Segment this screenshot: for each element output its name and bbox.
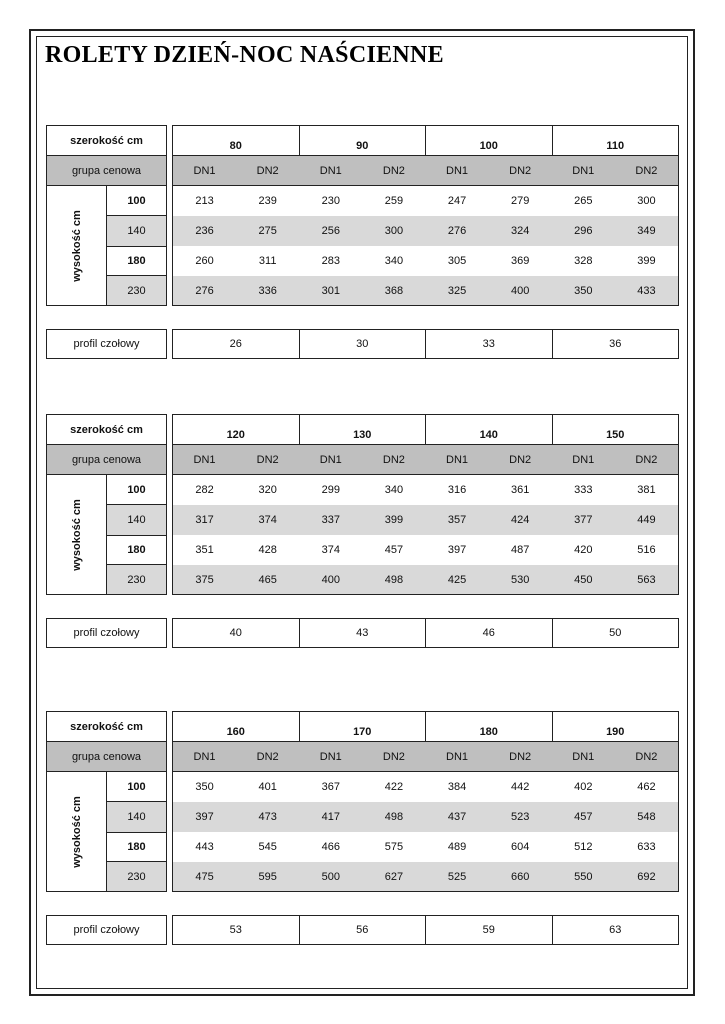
price-cell: 523 (511, 811, 530, 823)
price-cell: 457 (384, 544, 404, 556)
group-dn1: DN1 (319, 164, 342, 177)
price-cell: 265 (574, 195, 593, 207)
price-cell: 375 (195, 573, 214, 586)
group-dn2: DN2 (256, 453, 279, 466)
table-row (173, 216, 678, 246)
table-row (173, 565, 678, 594)
price-cell: 660 (511, 870, 530, 883)
profile-label: profil czołowy (46, 618, 167, 648)
price-cell: 276 (447, 225, 467, 237)
price-block-1 (46, 125, 680, 360)
table-row (173, 505, 678, 535)
price-cell: 498 (384, 573, 404, 586)
width-value: 130 (300, 415, 427, 444)
group-header-row (173, 742, 678, 772)
profile-value: 46 (426, 619, 553, 647)
group-dn1: DN1 (193, 750, 216, 763)
height-value: 180 (107, 832, 166, 862)
price-cell: 442 (511, 781, 530, 793)
height-value: 180 (107, 246, 166, 276)
price-cell: 604 (511, 841, 530, 853)
price-cell: 575 (384, 841, 404, 853)
group-dn1: DN1 (446, 164, 469, 177)
price-cell: 213 (195, 195, 214, 207)
price-grid (172, 414, 679, 595)
price-cell: 530 (511, 573, 530, 586)
width-value: 170 (300, 712, 427, 741)
price-cell: 384 (447, 781, 467, 793)
price-cell: 239 (258, 195, 277, 207)
group-dn2: DN2 (635, 164, 658, 177)
width-value: 180 (426, 712, 553, 741)
price-cell: 350 (574, 284, 593, 297)
group-dn2: DN2 (382, 164, 405, 177)
price-cell: 316 (447, 484, 467, 496)
height-value: 230 (107, 276, 166, 305)
price-cell: 369 (511, 255, 530, 267)
width-header-row (173, 712, 678, 742)
profile-value: 30 (300, 330, 427, 358)
height-value: 140 (107, 505, 166, 535)
price-group-label: grupa cenowa (47, 445, 166, 475)
group-dn1: DN1 (446, 750, 469, 763)
price-cell: 299 (321, 484, 340, 496)
width-value: 160 (173, 712, 300, 741)
height-label-cell (47, 772, 107, 891)
price-cell: 437 (447, 811, 467, 823)
height-label: wysokość cm (70, 498, 83, 571)
height-label: wysokość cm (70, 209, 83, 282)
width-label: szerokość cm (47, 415, 166, 445)
height-value: 180 (107, 535, 166, 565)
price-cell: 340 (384, 484, 404, 496)
price-cell: 276 (195, 284, 214, 297)
price-grid (172, 711, 679, 892)
profile-value: 40 (173, 619, 300, 647)
price-cell: 422 (384, 781, 404, 793)
price-cell: 516 (637, 544, 656, 556)
price-cell: 301 (321, 284, 340, 297)
profile-value: 43 (300, 619, 427, 647)
profile-value: 36 (609, 338, 622, 350)
price-cell: 420 (574, 544, 593, 556)
height-value: 140 (107, 802, 166, 832)
width-value: 140 (426, 415, 553, 444)
price-cell: 397 (195, 811, 214, 823)
price-cell: 377 (574, 514, 593, 526)
width-value: 120 (173, 415, 300, 444)
price-cell: 317 (195, 514, 214, 526)
price-cell: 374 (258, 514, 277, 526)
price-cell: 397 (447, 544, 467, 556)
table-row (173, 802, 678, 832)
height-value: 140 (107, 216, 166, 246)
price-cell: 381 (637, 484, 656, 496)
width-label: szerokość cm (47, 712, 166, 742)
group-dn1: DN1 (193, 164, 216, 177)
profile-label: profil czołowy (46, 329, 167, 359)
price-cell: 282 (195, 484, 214, 496)
price-cell: 500 (321, 870, 340, 883)
height-label-cell (47, 475, 107, 594)
price-cell: 340 (384, 255, 404, 267)
price-cell: 333 (574, 484, 593, 496)
group-dn2: DN2 (256, 164, 279, 177)
price-cell: 443 (195, 841, 214, 853)
group-dn2: DN2 (509, 164, 532, 177)
width-value: 80 (173, 126, 300, 155)
price-cell: 550 (574, 870, 593, 883)
group-dn2: DN2 (256, 750, 279, 763)
price-group-label: grupa cenowa (47, 742, 166, 772)
price-cell: 399 (637, 255, 656, 267)
price-cell: 489 (447, 841, 467, 853)
profile-row (172, 915, 679, 945)
width-label: szerokość cm (47, 126, 166, 156)
price-cell: 247 (447, 195, 467, 207)
price-cell: 633 (637, 841, 656, 853)
price-cell: 325 (447, 284, 467, 297)
group-dn2: DN2 (635, 750, 658, 763)
height-value: 100 (107, 475, 166, 505)
price-cell: 256 (321, 225, 340, 237)
width-value: 110 (606, 140, 625, 152)
price-cell: 311 (258, 255, 277, 267)
price-cell: 275 (258, 225, 277, 237)
price-cell: 260 (195, 255, 214, 267)
price-block-3 (46, 711, 680, 946)
height-value: 100 (107, 186, 166, 216)
height-value: 230 (107, 565, 166, 594)
price-cell: 336 (258, 284, 277, 297)
price-cell: 357 (447, 514, 467, 526)
height-value: 230 (107, 862, 166, 891)
width-header-row (173, 126, 678, 156)
group-header-row (173, 156, 678, 186)
price-cell: 417 (321, 811, 340, 823)
table-row (173, 186, 678, 216)
price-cell: 545 (258, 841, 277, 853)
group-dn1: DN1 (319, 750, 342, 763)
price-cell: 349 (637, 225, 656, 237)
price-cell: 367 (321, 781, 340, 793)
price-cell: 692 (637, 870, 656, 883)
price-cell: 425 (447, 573, 467, 586)
price-cell: 462 (637, 781, 656, 793)
price-cell: 328 (574, 255, 593, 267)
group-dn1: DN1 (446, 453, 469, 466)
price-cell: 374 (321, 544, 340, 556)
price-cell: 368 (384, 284, 404, 297)
price-block-2 (46, 414, 680, 649)
price-cell: 465 (258, 573, 277, 586)
price-cell: 457 (574, 811, 593, 823)
width-value: 190 (606, 726, 625, 738)
group-dn1: DN1 (572, 750, 595, 763)
profile-label: profil czołowy (46, 915, 167, 945)
price-cell: 236 (195, 225, 214, 237)
price-cell: 473 (258, 811, 277, 823)
price-cell: 279 (511, 195, 530, 207)
width-value: 100 (426, 126, 553, 155)
height-label-cell (47, 186, 107, 305)
price-cell: 305 (447, 255, 467, 267)
group-dn2: DN2 (509, 750, 532, 763)
group-dn2: DN2 (635, 453, 658, 466)
group-dn1: DN1 (193, 453, 216, 466)
profile-value: 56 (300, 916, 427, 944)
price-cell: 400 (511, 284, 530, 297)
group-dn2: DN2 (382, 453, 405, 466)
price-cell: 487 (511, 544, 530, 556)
profile-row (172, 329, 679, 359)
price-cell: 466 (321, 841, 340, 853)
profile-value: 26 (173, 330, 300, 358)
price-cell: 350 (195, 781, 214, 793)
height-value: 100 (107, 772, 166, 802)
price-cell: 300 (637, 195, 656, 207)
group-dn1: DN1 (572, 164, 595, 177)
width-value: 150 (606, 429, 625, 441)
row-header-table (46, 125, 167, 306)
price-cell: 449 (637, 514, 656, 526)
height-label: wysokość cm (70, 795, 83, 868)
table-row (173, 475, 678, 505)
table-row (173, 832, 678, 862)
profile-value: 33 (426, 330, 553, 358)
price-cell: 230 (321, 195, 340, 207)
price-cell: 351 (195, 544, 214, 556)
price-cell: 324 (511, 225, 530, 237)
table-row (173, 535, 678, 565)
price-cell: 259 (384, 195, 404, 207)
price-cell: 283 (321, 255, 340, 267)
price-cell: 433 (637, 284, 656, 297)
price-cell: 337 (321, 514, 340, 526)
price-cell: 399 (384, 514, 404, 526)
group-dn1: DN1 (572, 453, 595, 466)
price-cell: 428 (258, 544, 277, 556)
profile-value: 59 (426, 916, 553, 944)
profile-value: 53 (173, 916, 300, 944)
group-header-row (173, 445, 678, 475)
price-cell: 548 (637, 811, 656, 823)
price-cell: 475 (195, 870, 214, 883)
price-cell: 424 (511, 514, 530, 526)
price-cell: 296 (574, 225, 593, 237)
profile-row (172, 618, 679, 648)
table-row (173, 276, 678, 305)
price-cell: 498 (384, 811, 404, 823)
width-value: 90 (300, 126, 427, 155)
price-cell: 525 (447, 870, 467, 883)
price-cell: 450 (574, 573, 593, 586)
price-cell: 563 (637, 573, 656, 586)
price-cell: 627 (384, 870, 404, 883)
page-title: ROLETY DZIEŃ-NOC NAŚCIENNE (45, 42, 444, 68)
profile-value: 63 (609, 924, 622, 936)
group-dn2: DN2 (382, 750, 405, 763)
price-cell: 320 (258, 484, 277, 496)
table-row (173, 772, 678, 802)
price-cell: 402 (574, 781, 593, 793)
row-header-table (46, 414, 167, 595)
price-cell: 595 (258, 870, 277, 883)
price-group-label: grupa cenowa (47, 156, 166, 186)
width-header-row (173, 415, 678, 445)
price-cell: 400 (321, 573, 340, 586)
price-cell: 300 (384, 225, 404, 237)
row-header-table (46, 711, 167, 892)
table-row (173, 246, 678, 276)
price-cell: 512 (574, 841, 593, 853)
group-dn2: DN2 (509, 453, 532, 466)
profile-value: 50 (609, 627, 622, 639)
group-dn1: DN1 (319, 453, 342, 466)
table-row (173, 862, 678, 891)
price-cell: 361 (511, 484, 530, 496)
price-cell: 401 (258, 781, 277, 793)
price-grid (172, 125, 679, 306)
